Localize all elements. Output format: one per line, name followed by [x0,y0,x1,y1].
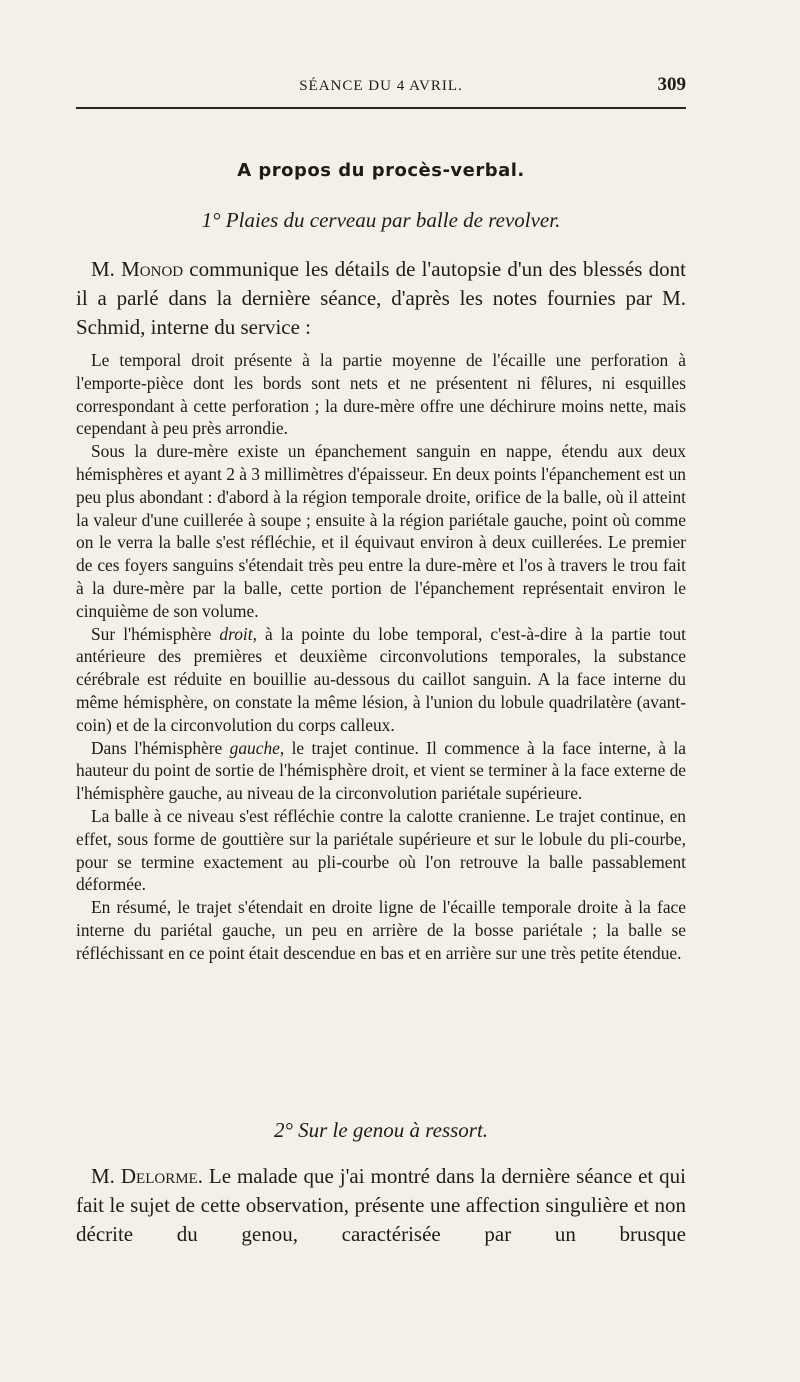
speaker-name-monod: Monod [121,257,184,281]
p4-italic: gauche [229,737,280,758]
intro-prefix-2: M. [91,1164,121,1188]
intro-text: communique les détails de l'autopsie d'un des blessés dont il a parlé dans la dernière séance, d'après les notes fournies par M. Schmid, interne du service : [76,257,686,339]
autopsy-paragraph-2: Sous la dure-mère existe un épanchement sanguin en nappe, étendu aux deux hémisphères et ayant 2 à 3 millimètres d'épaisseur. En deux points l'épanchement est un peu plus abondant : d'abord à la région temporale droite, orifice de la balle, où il atteint la valeur d'une cuillerée à soupe ; ensuite à la région pariétale gauche, point où comme on le verra la balle s'est réfléchie, et il équivaut environ à deux cuillerées. Le premier de ces foyers sanguins s'étendait très peu entre la dure-mère et l'os à travers le trou fait à la dure-mère par la balle, cette portion de l'épanchement représentait environ le cinquième de son volume. [76,441,686,621]
running-head [76,74,686,100]
running-title: SÉANCE DU 4 AVRIL. [299,78,463,94]
p4-after: , le trajet continue. Il commence à la face interne, à la hauteur du point de sortie de l'hémisphère droit, et vient se terminer à la face externe de l'hémisphère gauche, au niveau de la circonvolution pariétale supérieure. [76,737,686,804]
autopsy-paragraph-5: La balle à ce niveau s'est réfléchie contre la calotte cranienne. Le trajet continue, en effet, sous forme de gouttière sur la pariétale supérieure et sur le lobule du pli-courbe, pour se termine exactement au pli-courbe où l'on retrouve la balle passablement déformée. [76,805,686,895]
intro-text-2: . Le malade que j'ai montré dans la dernière séance et qui fait le sujet de cette observation, présente une affection singulière et non décrite du genou, caractérisée par un brusque [76,1164,686,1246]
autopsy-notes [76,349,686,965]
monod-intro-paragraph [76,255,686,342]
autopsy-paragraph-3 [76,623,686,737]
page-number: 309 [657,74,686,95]
autopsy-paragraph-1: Le temporal droit présente à la partie moyenne de l'écaille une perforation à l'emporte-pièce dont les bords sont nets et ne présentent ni fêlures, ni esquilles correspondant à cette perforation ; la dure-mère offre une déchirure moins nette, mais cependant à peu près arrondie. [76,350,686,439]
speaker-name-delorme: Delorme [120,1164,198,1188]
p3-italic: droit [219,623,253,644]
delorme-paragraph [76,1162,686,1249]
p4-before: Dans l'hémisphère [91,737,230,758]
intro-prefix: M. [91,257,122,281]
autopsy-paragraph-6: En résumé, le trajet s'étendait en droite ligne de l'écaille temporale droite à la face interne du pariétal gauche, un peu en arrière de la bosse pariétale ; la balle se réfléchissant en ce point était descendue en bas et en arrière sur une très petite étendue. [76,897,686,963]
heading-proces-verbal: A propos du procès-verbal. [237,160,525,181]
autopsy-paragraph-4 [76,737,686,805]
header-rule [76,107,686,109]
heading-genou-ressort: 2° Sur le genou à ressort. [273,1118,489,1142]
p3-after: , à la pointe du lobe temporal, c'est-à-dire à la partie tout antérieure des premières et deuxième circonvolutions temporales, la substance cérébrale est réduite en bouillie au-dessous du caillot sanguin. A la face interne du même hémisphère, on constate la même lésion, à l'union du lobule quadrilatère (avant-coin) et de la circonvolution du corps calleux. [76,623,686,735]
p3-before: Sur l'hémisphère [91,623,220,644]
heading-plaies-cerveau: 1° Plaies du cerveau par balle de revolver. [201,208,561,232]
